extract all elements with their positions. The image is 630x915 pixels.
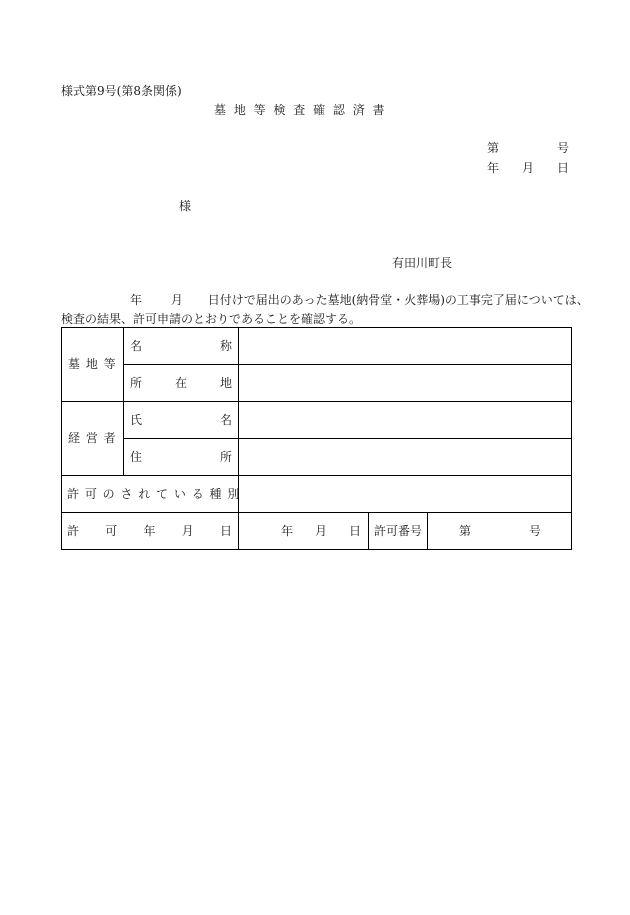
row-name-label-a: 名 <box>130 339 143 353</box>
permit-date-label-4: 日 <box>219 524 232 538</box>
row-location-label <box>130 377 232 389</box>
row-person-label <box>130 414 232 426</box>
permit-date-month: 月 <box>314 524 327 538</box>
row-person-label-b: 名 <box>219 413 232 427</box>
row-name-label <box>130 340 232 352</box>
body-year: 年 <box>130 293 143 307</box>
row-location-label-a: 所 <box>130 376 143 390</box>
permit-date-label-0: 許 <box>67 524 80 538</box>
row-address-value[interactable] <box>239 439 571 475</box>
row-permit-type-label: 許 可 の さ れ て い る 種 別 <box>67 487 241 501</box>
row-name-value[interactable] <box>239 328 571 364</box>
body-month: 月 <box>170 293 183 307</box>
permit-date-label-2: 年 <box>143 524 156 538</box>
date-year: 年 <box>487 161 500 175</box>
permit-number-label: 許可番号 <box>374 524 423 538</box>
row-name-label-b: 称 <box>219 339 232 353</box>
row-address-label-a: 住 <box>130 450 143 464</box>
number-gou: 号 <box>556 141 569 155</box>
permit-date-label-1: 可 <box>105 524 118 538</box>
permit-number-dai: 第 <box>459 524 472 538</box>
row-permit-date-label <box>67 525 232 537</box>
date-day: 日 <box>556 161 569 175</box>
permit-number-value[interactable] <box>459 525 541 537</box>
body-line1-rest: 日付けで届出のあった墓地(納骨堂・火葬場)の工事完了届については、 <box>207 293 589 307</box>
permit-number-gou: 号 <box>528 524 541 538</box>
document-title: 墓 地 等 検 査 確 認 済 書 <box>214 103 387 117</box>
group-operator-label: 経 営 者 <box>68 431 117 445</box>
form-number: 様式第9号(第8条関係) <box>61 84 182 98</box>
row-location-label-b: 在 <box>174 376 187 390</box>
permit-date-day: 日 <box>348 524 361 538</box>
group-cemetery-label: 墓 地 等 <box>68 357 117 371</box>
date-month: 月 <box>521 161 534 175</box>
row-location-value[interactable] <box>239 365 571 401</box>
number-dai: 第 <box>487 141 500 155</box>
row-person-value[interactable] <box>239 402 571 438</box>
addressee-suffix: 様 <box>179 199 192 213</box>
row-address-label <box>130 451 232 463</box>
row-location-label-c: 地 <box>219 376 232 390</box>
permit-date-label-3: 月 <box>181 524 194 538</box>
row-address-label-b: 所 <box>219 450 232 464</box>
row-permit-date-value[interactable] <box>281 525 361 537</box>
permit-date-year: 年 <box>281 524 294 538</box>
row-permit-type-value[interactable] <box>239 476 571 512</box>
issuer: 有田川町長 <box>392 256 453 270</box>
row-person-label-a: 氏 <box>130 413 143 427</box>
body-line-2: 検査の結果、許可申請のとおりであることを確認する。 <box>61 312 362 326</box>
